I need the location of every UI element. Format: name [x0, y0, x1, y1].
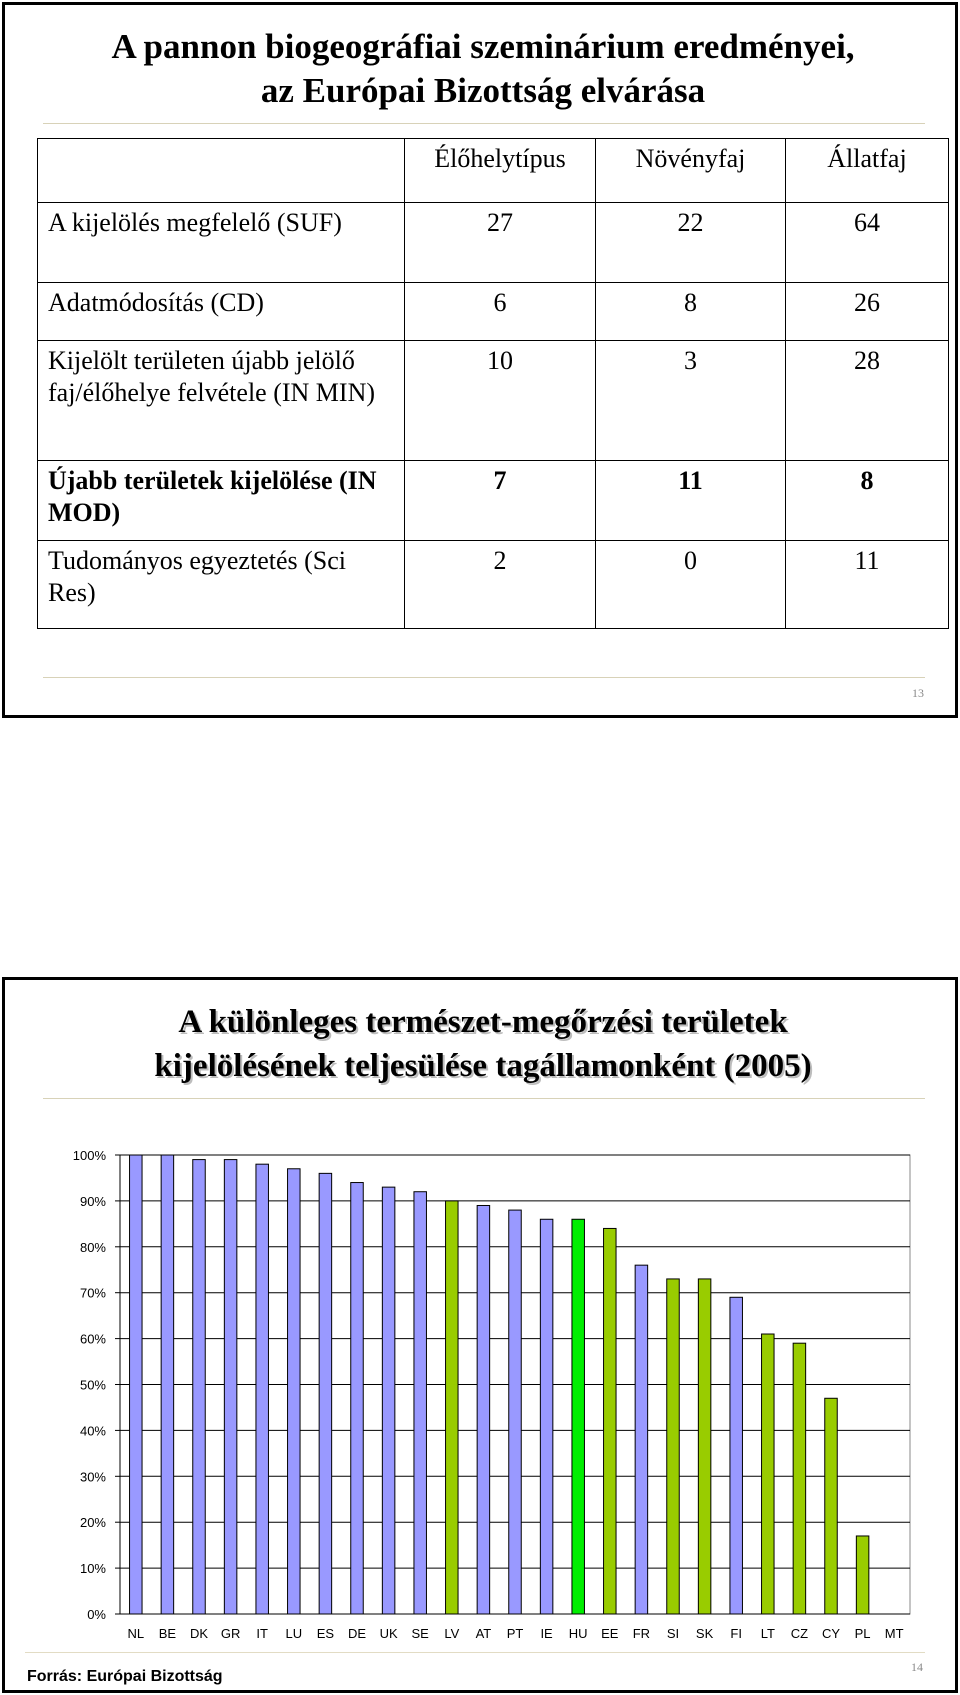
x-tick-label: LV: [444, 1626, 460, 1641]
slide-13: [2, 2, 958, 718]
row-label: Újabb területek kijelölése (IN MOD): [38, 461, 405, 541]
bar-fr: [635, 1265, 648, 1614]
bar-fi: [730, 1297, 743, 1614]
bar-lv: [446, 1201, 459, 1614]
x-tick-label: EE: [601, 1626, 619, 1641]
cell-value: 10: [405, 341, 596, 461]
bar-lu: [288, 1169, 301, 1614]
x-tick-label: AT: [475, 1626, 492, 1641]
bar-gr: [224, 1160, 237, 1614]
title-line-1: A pannon biogeográfiai szeminárium eredményei,: [111, 27, 855, 66]
cell-value: 11: [596, 461, 786, 541]
table-header-row: [38, 139, 949, 203]
y-tick-label: 30%: [79, 1469, 106, 1485]
header-cell: Élőhelytípus: [405, 139, 596, 203]
x-axis-labels: [127, 1626, 903, 1641]
title-line-2: az Európai Bizottság elvárása: [260, 71, 706, 110]
cell-value: 27: [405, 203, 596, 283]
bar-ie: [540, 1219, 553, 1614]
x-tick-label: FR: [632, 1626, 651, 1641]
bar-cy: [825, 1398, 838, 1614]
page-number: 14: [911, 1660, 923, 1674]
cell-value: 7: [405, 461, 596, 541]
table-row: [38, 541, 949, 629]
footer-divider: [25, 1652, 925, 1653]
bar-sk: [698, 1279, 711, 1614]
header-cell: [38, 139, 405, 203]
bar-cz: [793, 1343, 806, 1614]
x-tick-label: CY: [821, 1626, 841, 1641]
y-tick-label: 70%: [79, 1285, 106, 1301]
table-row: [38, 341, 949, 461]
bar-ee: [604, 1228, 617, 1614]
x-tick-label: UK: [379, 1626, 398, 1641]
y-tick-label: 90%: [79, 1193, 106, 1209]
cell-value: 8: [596, 283, 786, 341]
x-tick-label: NL: [127, 1626, 145, 1641]
bar-at: [477, 1205, 490, 1614]
bar-se: [414, 1192, 427, 1614]
x-tick-label: LU: [285, 1626, 303, 1641]
bar-pt: [509, 1210, 522, 1614]
x-tick-label: ES: [316, 1626, 335, 1641]
y-tick-label: 60%: [79, 1331, 106, 1347]
x-tick-label: DK: [189, 1626, 209, 1641]
x-tick-label: SE: [411, 1626, 429, 1641]
y-tick-label: 0%: [87, 1607, 106, 1622]
page-number: 13: [912, 686, 924, 700]
bar-chart: [5, 980, 955, 1690]
x-tick-label: IT: [256, 1626, 268, 1641]
cell-value: 2: [405, 541, 596, 629]
cell-value: 22: [596, 203, 786, 283]
y-axis-labels: [73, 1148, 107, 1622]
x-tick-label: BE: [158, 1626, 177, 1641]
y-tick-label: 100%: [72, 1148, 106, 1163]
bar-si: [667, 1279, 680, 1614]
slide-title: [5, 25, 960, 113]
bar-lt: [762, 1334, 775, 1614]
cell-value: 0: [596, 541, 786, 629]
title-line-1: A különleges természet-megőrzési területek: [178, 1004, 788, 1040]
cell-value: 64: [786, 203, 949, 283]
footer-divider: [43, 677, 925, 678]
x-tick-label: LT: [760, 1626, 775, 1641]
results-table: [37, 138, 949, 629]
x-tick-label: MT: [884, 1626, 904, 1641]
cell-value: 8: [786, 461, 949, 541]
x-tick-label: PL: [854, 1626, 871, 1641]
bar-pl: [856, 1536, 869, 1614]
cell-value: 3: [596, 341, 786, 461]
bar-es: [319, 1173, 332, 1614]
source-note: Forrás: Európai Bizottság: [27, 1668, 223, 1685]
y-tick-label: 80%: [79, 1239, 106, 1255]
x-tick-label: PT: [506, 1626, 524, 1641]
x-tick-label: SK: [695, 1626, 714, 1641]
y-tick-label: 50%: [79, 1377, 106, 1393]
x-tick-label: HU: [568, 1626, 588, 1641]
bar-uk: [382, 1187, 395, 1614]
bar-nl: [130, 1155, 143, 1614]
title-divider: [43, 123, 925, 124]
header-cell: Növényfaj: [596, 139, 786, 203]
x-tick-label: DE: [347, 1626, 367, 1641]
x-tick-label: SI: [666, 1626, 680, 1641]
row-label: Kijelölt területen újabb jelölő faj/élőhelye felvétele (IN MIN): [38, 341, 405, 461]
x-tick-label: GR: [220, 1626, 241, 1641]
bar-de: [351, 1183, 364, 1614]
y-tick-label: 10%: [79, 1561, 106, 1577]
table-row: [38, 461, 949, 541]
cell-value: 26: [786, 283, 949, 341]
header-cell: Állatfaj: [786, 139, 949, 203]
x-tick-label: IE: [540, 1626, 553, 1641]
slide-14: [2, 977, 958, 1693]
table-row: [38, 203, 949, 283]
table-row: [38, 283, 949, 341]
title-line-2: kijelölésének teljesülése tagállamonként (2005): [154, 1048, 812, 1084]
row-label: A kijelölés megfelelő (SUF): [38, 203, 405, 283]
bar-be: [161, 1155, 174, 1614]
row-label: Adatmódosítás (CD): [38, 283, 405, 341]
bar-hu: [572, 1219, 585, 1614]
row-label: Tudományos egyeztetés (Sci Res): [38, 541, 405, 629]
x-tick-label: FI: [730, 1626, 742, 1641]
x-tick-label: CZ: [790, 1626, 809, 1641]
bar-dk: [193, 1160, 206, 1614]
bar-it: [256, 1164, 269, 1614]
cell-value: 11: [786, 541, 949, 629]
cell-value: 28: [786, 341, 949, 461]
y-tick-label: 20%: [79, 1515, 106, 1531]
cell-value: 6: [405, 283, 596, 341]
y-tick-label: 40%: [79, 1423, 106, 1439]
